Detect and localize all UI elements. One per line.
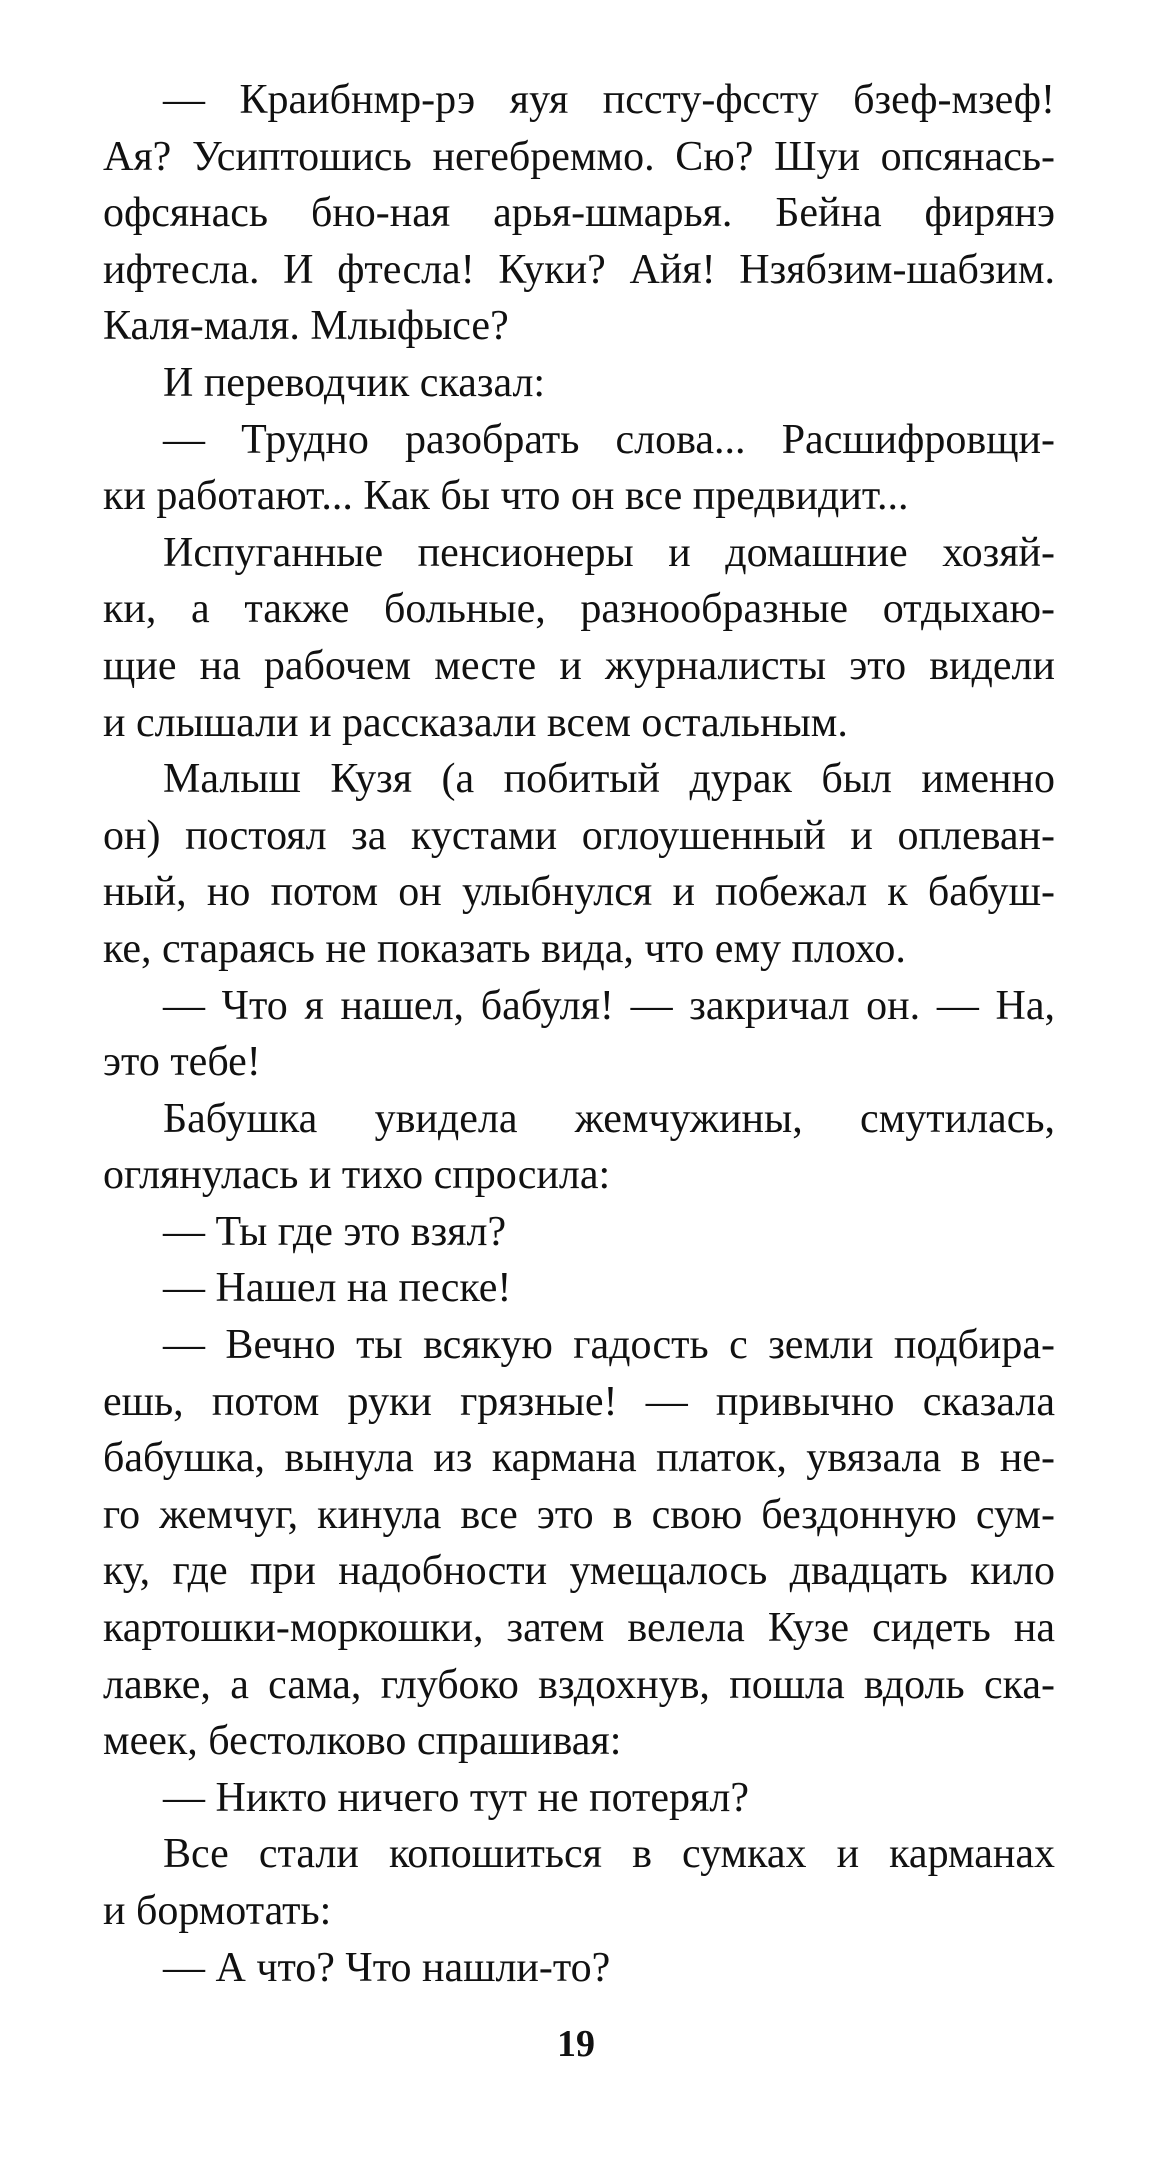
text-line: Испуганные пенсионеры и домашние хозяй- [163,529,1055,576]
text-line: офсянась бно-ная арья-шмарья. Бейна фирянэ [103,190,1055,237]
text-line: Все стали копошиться в сумках и карманах [163,1831,1055,1878]
text-line: го жемчуг, кинула все это в свою бездонную сум- [103,1491,1055,1538]
text-line: оглянулась и тихо спросила: [103,1152,611,1199]
text-line: меек, бестолково спрашивая: [103,1718,622,1765]
text-line: Бабушка увидела жемчужины, смутилась, [163,1095,1055,1142]
text-line: ке, стараясь не показать вида, что ему плохо. [103,925,906,972]
text-line: — Нашел на песке! [163,1265,512,1312]
text-line: ки, а также больные, разнообразные отдыхаю- [103,586,1055,633]
text-line: ный, но потом он улыбнулся и побежал к бабуш- [103,869,1055,916]
text-line: — Ты где это взял? [163,1208,507,1255]
text-line: — Краибнмр-рэ яуя пссту-фссту бзеф-мзеф! [163,77,1055,123]
text-line: бабушка, вынула из кармана платок, увязала в не- [103,1435,1055,1482]
text-line: Каля-маля. Млыфысе? [103,303,509,350]
text-line: ку, где при надобности умещалось двадцать кило [103,1548,1055,1595]
text-line: — Никто ничего тут не потерял? [163,1774,749,1821]
text-line: Малыш Кузя (а побитый дурак был именно [163,756,1055,803]
text-line: и слышали и рассказали всем остальным. [103,699,848,746]
text-line: щие на рабочем месте и журналисты это видели [103,642,1055,689]
text-line: ешь, потом руки грязные! — привычно сказала [103,1378,1055,1425]
text-line: — А что? Что нашли-то? [163,1944,611,1991]
text-line: — Что я нашел, бабуля! — закричал он. — На, [163,982,1055,1029]
page-number: 19 [557,2023,595,2065]
text-line: Ая? Усиптошись негебреммо. Сю? Шуи опсянась- [103,133,1055,180]
text-line: это тебе! [103,1039,261,1086]
text-line: он) постоял за кустами оглоушенный и оплеван- [103,812,1055,859]
text-line: ки работают... Как бы что он все предвидит... [103,473,909,520]
text-line: И переводчик сказал: [163,359,546,406]
text-line: картошки-моркошки, затем велела Кузе сидеть на [103,1605,1055,1652]
text-line: и бормотать: [103,1888,332,1934]
text-line: — Трудно разобрать слова... Расшифровщи- [163,416,1055,463]
text-line: лавке, а сама, глубоко вздохнув, пошла вдоль ска- [103,1661,1055,1708]
text-line: ифтесла. И фтесла! Куки? Айя! Нзябзим-шабзим. [103,246,1055,293]
body-text [103,72,1055,1996]
text-line: — Вечно ты всякую гадость с земли подбира- [163,1322,1055,1369]
